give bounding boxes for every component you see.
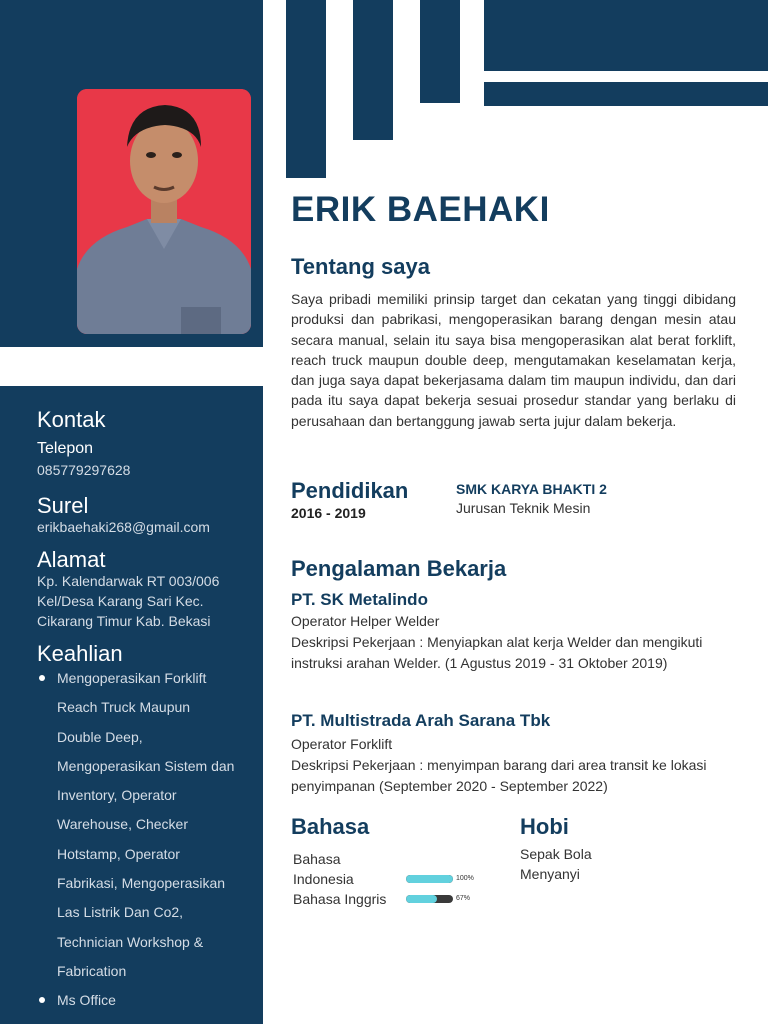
education-heading: Pendidikan [291,478,409,503]
skill-item: Mengoperasikan Forklift Reach Truck Maupun Double Deep, Mengoperasikan Sistem dan Inventory, Operator Warehouse, Checker Hotstamp, Operator Fabrikasi, Mengoperasikan Las Listrik Dan Co2, Technician Workshop & Fabrication [37,664,259,986]
education-school: SMK KARYA BHAKTI 2 [456,481,607,497]
skills-heading: Keahlian [37,641,123,666]
language-level-bar [406,895,453,903]
education-major: Jurusan Teknik Mesin [456,500,591,516]
phone-label: Telepon [37,440,94,457]
language-name: Bahasa Inggris [293,891,387,907]
about-heading: Tentang saya [291,254,430,279]
job-company: PT. SK Metalindo [291,590,428,609]
language-name: Bahasa [293,851,341,867]
hobby-item: Menyanyi [520,866,580,882]
email-address: erikbaehaki268@gmail.com [37,519,210,535]
language-level-bar [406,875,453,883]
languages-heading: Bahasa [291,814,370,839]
experience-heading: Pengalaman Bekarja [291,556,507,581]
language-level-fill [406,895,437,903]
job-description: Deskripsi Pekerjaan : menyimpan barang dari area transit ke lokasi penyimpanan (September 2020 - September 2022) [291,757,707,794]
hobbies-heading: Hobi [520,814,569,839]
decorative-bar [484,0,768,71]
address-heading: Alamat [37,547,106,572]
about-text: Saya pribadi memiliki prinsip target dan cekatan yang tinggi dibidang produksi dan pabrikasi, mengoperasikan barang dengan mesin atau secara manual, selain itu saya bisa mengoperasikan alat berat forklift, reach truck maupun double deep, mengutamakan keselamatan kerja, dan juga saya dapat bekerjasama dalam tim maupun individu, dan dari pada itu saya dapat bekerja sesuai prosedur standar yang berlaku di perusahaan dan bertanggung jawab serta jujur dalam bekerja. [291,291,736,429]
profile-photo-illustration [77,89,251,334]
decorative-bar [484,82,768,106]
address-line: Kel/Desa Karang Sari Kec. [37,593,204,609]
language-name: Indonesia [293,871,354,887]
contact-heading: Kontak [37,407,106,432]
skills-list [37,664,259,1016]
job-description: Deskripsi Pekerjaan : Menyiapkan alat kerja Welder dan mengikuti instruksi arahan Welder. (1 Agustus 2019 - 31 Oktober 2019) [291,634,703,671]
profile-photo [77,89,251,334]
person-name: ERIK BAEHAKI [291,190,550,229]
job-position: Operator Helper Welder [291,613,440,629]
address-line: Cikarang Timur Kab. Bekasi [37,613,211,629]
decorative-bar [420,0,460,103]
skill-item: Ms Office [37,986,259,1015]
language-level-percent: 67% [456,895,471,902]
job-position: Operator Forklift [291,736,393,752]
job-company: PT. Multistrada Arah Sarana Tbk [291,711,551,730]
decorative-bar [353,0,393,140]
phone-number: 085779297628 [37,462,131,478]
decorative-bar [286,0,326,178]
email-heading: Surel [37,493,89,518]
language-level-fill [406,875,453,883]
hobby-item: Sepak Bola [520,846,592,862]
address-line: Kp. Kalendarwak RT 003/006 [37,573,220,589]
language-level-percent: 100% [456,875,474,882]
education-years: 2016 - 2019 [291,505,366,521]
